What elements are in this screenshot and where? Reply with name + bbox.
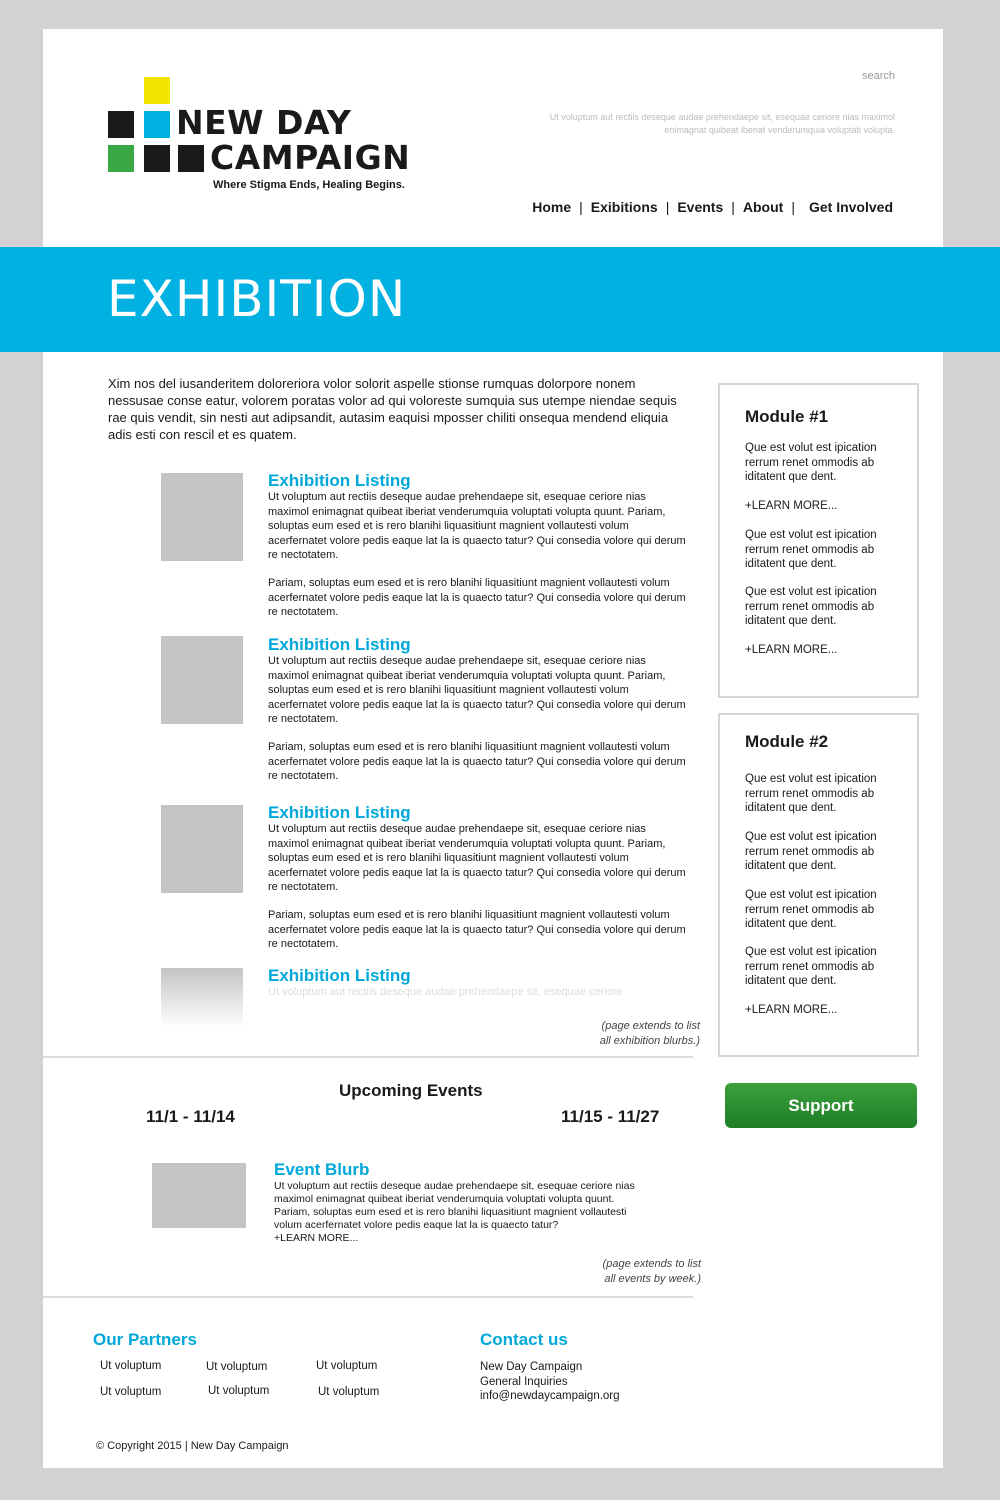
event-thumbnail[interactable]: [152, 1163, 246, 1228]
learn-more-link[interactable]: +LEARN MORE...: [274, 1232, 359, 1244]
events-note: [603, 1257, 701, 1286]
event-body-text: Ut voluptum aut rectiis deseque audae prehendaepe sit, esequae ceriore nias maximol enimagnat quibeat iberiat venderumquia voluptati volupta quunt. Pariam, soluptas eum esed et is rero blanihi liquasitiunt magnient vollautesti volum acerfernatet volore pedis eaque lat la is quaecto tatur?: [274, 1180, 635, 1231]
divider: [43, 1296, 693, 1298]
logo-text-line2: CAMPAIGN: [210, 138, 411, 177]
events-heading: Upcoming Events: [339, 1081, 483, 1100]
contact-block: [480, 1360, 620, 1404]
module-text: Que est volut est ipication rerrum renet ommodis ab iditatent que dent.: [745, 946, 877, 987]
logo-text-line1: NEW DAY: [176, 103, 352, 142]
listings-note: [600, 1019, 700, 1048]
partner-link[interactable]: Ut voluptum: [316, 1360, 378, 1372]
note-line: (page extends to list: [601, 1020, 700, 1032]
learn-more-link[interactable]: +LEARN MORE...: [745, 500, 838, 512]
contact-email-link[interactable]: info@newdaycampaign.org: [480, 1390, 620, 1402]
module-text: Que est volut est ipication rerrum renet ommodis ab iditatent que dent.: [745, 831, 877, 872]
listing-paragraph: Ut voluptum aut rectiis deseque audae prehendaepe sit, esequae ceriore nias maximol enimagnat quibeat iberiat venderumquia voluptati volupta quunt. Pariam, soluptas eum esed et is rero blanihi liquasitiunt magnient vollautesti volum acerfernatet volore pedis eaque lat la is quaecto tatur? Qui consedia volore qui derum re nectotatem.: [268, 491, 686, 561]
logo-square-blue: [144, 111, 170, 138]
search-link[interactable]: search: [861, 70, 895, 82]
event-title[interactable]: Event Blurb: [274, 1160, 370, 1179]
contact-line: General Inquiries: [480, 1375, 568, 1388]
nav-separator: |: [665, 199, 670, 215]
page-title: EXHIBITION: [107, 270, 407, 328]
listing-thumbnail[interactable]: [161, 636, 243, 724]
nav-item-home[interactable]: Home: [532, 199, 572, 215]
header-blurb: Ut voluptum aut rectiis deseque audae prehendaepe sit, esequae ceriore nias maximol enimagnat quibeat iberiat venderumquia voluptati volupta.: [549, 112, 895, 135]
logo-square-black: [178, 145, 204, 172]
note-line: all events by week.): [604, 1272, 701, 1285]
note-line: (page extends to list: [602, 1258, 701, 1270]
note-line: all exhibition blurbs.): [599, 1034, 700, 1047]
partners-heading: Our Partners: [93, 1330, 197, 1349]
sidebar-module-2: [718, 713, 919, 1057]
learn-more-link[interactable]: +LEARN MORE...: [745, 644, 838, 656]
module-text: Que est volut est ipication rerrum renet ommodis ab iditatent que dent.: [745, 889, 877, 930]
sidebar-module-1: [718, 383, 919, 698]
listing-paragraph: Pariam, soluptas eum esed et is rero blanihi liquasitiunt magnient vollautesti volum acerfernatet volore pedis eaque lat la is quaecto tatur? Qui consedia volore qui derum re nectotatem.: [268, 909, 686, 950]
listing-paragraph: Pariam, soluptas eum esed et is rero blanihi liquasitiunt magnient vollautesti volum acerfernatet volore pedis eaque lat la is quaecto tatur? Qui consedia volore qui derum re nectotatem.: [268, 577, 686, 618]
main-nav: [532, 199, 893, 215]
nav-item-exhibitions[interactable]: Exibitions: [590, 199, 658, 215]
nav-item-get-involved[interactable]: Get Involved: [808, 199, 893, 215]
listing-paragraph: Ut voluptum aut rectiis deseque audae prehendaepe sit, esequae ceriore: [268, 986, 623, 998]
partner-link[interactable]: Ut voluptum: [206, 1361, 268, 1373]
nav-item-about[interactable]: About: [742, 199, 784, 215]
listing-title[interactable]: Exhibition Listing: [268, 471, 411, 490]
learn-more-link[interactable]: +LEARN MORE...: [745, 1004, 838, 1016]
module-text: Que est volut est ipication rerrum renet ommodis ab iditatent que dent.: [745, 773, 877, 814]
contact-line: New Day Campaign: [480, 1361, 583, 1373]
contact-heading: Contact us: [480, 1330, 568, 1349]
nav-item-events[interactable]: Events: [677, 199, 724, 215]
module-title: Module #1: [745, 407, 829, 426]
logo-square-black: [144, 145, 170, 172]
week-tab-1[interactable]: 11/1 - 11/14: [146, 1107, 235, 1126]
listing-title[interactable]: Exhibition Listing: [268, 803, 411, 822]
week-tab-2[interactable]: 11/15 - 11/27: [561, 1107, 660, 1126]
event-body: [274, 1180, 644, 1245]
listing-paragraph: Ut voluptum aut rectiis deseque audae prehendaepe sit, esequae ceriore nias maximol enimagnat quibeat iberiat venderumquia voluptati volupta quunt. Pariam, soluptas eum esed et is rero blanihi liquasitiunt magnient vollautesti volum acerfernatet volore pedis eaque lat la is quaecto tatur? Qui consedia volore qui derum re nectotatem.: [268, 655, 686, 725]
divider: [43, 1056, 693, 1058]
nav-separator: |: [791, 199, 795, 215]
support-button[interactable]: Support: [725, 1083, 917, 1128]
copyright: © Copyright 2015 | New Day Campaign: [96, 1440, 289, 1452]
logo-tagline: Where Stigma Ends, Healing Begins.: [213, 179, 405, 191]
module-text: Que est volut est ipication rerrum renet ommodis ab iditatent que dent.: [745, 529, 877, 570]
partner-link[interactable]: Ut voluptum: [100, 1360, 162, 1372]
listing-title[interactable]: Exhibition Listing: [268, 635, 411, 654]
nav-separator: |: [579, 199, 583, 215]
listing-thumbnail[interactable]: [161, 968, 243, 1028]
logo-square-black: [108, 111, 134, 138]
nav-separator: |: [731, 199, 735, 215]
listing-thumbnail[interactable]: [161, 805, 243, 893]
listing-thumbnail[interactable]: [161, 473, 243, 561]
partner-link[interactable]: Ut voluptum: [208, 1385, 270, 1397]
partner-link[interactable]: Ut voluptum: [318, 1386, 380, 1398]
partner-link[interactable]: Ut voluptum: [100, 1386, 162, 1398]
listing-title[interactable]: Exhibition Listing: [268, 966, 411, 985]
logo-square-green: [108, 145, 134, 172]
listing-paragraph: Ut voluptum aut rectiis deseque audae prehendaepe sit, esequae ceriore nias maximol enimagnat quibeat iberiat venderumquia voluptati volupta quunt. Pariam, soluptas eum esed et is rero blanihi liquasitiunt magnient vollautesti volum acerfernatet volore pedis eaque lat la is quaecto tatur? Qui consedia volore qui derum re nectotatem.: [268, 823, 686, 893]
module-text: Que est volut est ipication rerrum renet ommodis ab iditatent que dent.: [745, 442, 877, 483]
intro-paragraph: Xim nos del iusanderitem doloreriora volor solorit aspelle stionse rumquas dolorpore nonem nessusae conse eatur, volorem poratas volor ad qui voloreste sumquia sus utempe niendae sequis rae quis vendit, sin nesti aut adipsandit, autasim eaquisi mposser chiliti onsequa mendend eliquia adis esti con rescil et es quatem.: [108, 376, 677, 442]
module-text: Que est volut est ipication rerrum renet ommodis ab iditatent que dent.: [745, 586, 877, 627]
listing-paragraph: Pariam, soluptas eum esed et is rero blanihi liquasitiunt magnient vollautesti volum acerfernatet volore pedis eaque lat la is quaecto tatur? Qui consedia volore qui derum re nectotatem.: [268, 741, 686, 782]
logo-square-yellow: [144, 77, 170, 104]
module-title: Module #2: [745, 732, 829, 751]
